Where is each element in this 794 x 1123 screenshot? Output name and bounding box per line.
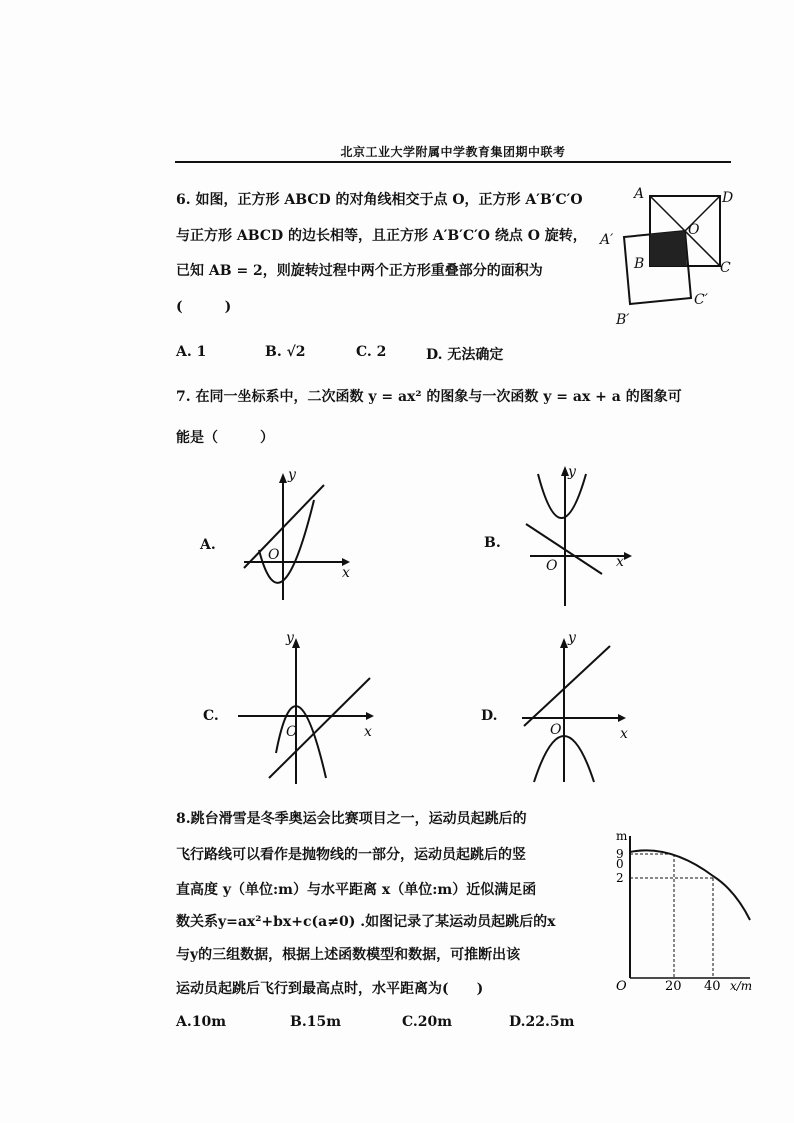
q8-line-2: 飞行路线可以看作是抛物线的一部分，运动员起跳后的竖 <box>176 847 526 863</box>
q7-option-d[interactable]: D. <box>481 708 498 724</box>
q7-line-1: 7. 在同一坐标系中，二次函数 y = ax² 的图象与一次函数 y = ax + a 的图象可 <box>176 389 682 405</box>
q8-option-b[interactable]: B.15m <box>290 1014 342 1030</box>
graph-c-y-label: y <box>286 630 294 646</box>
graph-d-origin: O <box>550 722 562 738</box>
graph-a-x-label: x <box>342 565 350 581</box>
label-o: O <box>688 222 700 238</box>
graph-d-y-label: y <box>568 630 576 646</box>
q7-graph-a <box>234 465 364 605</box>
q8-x-tick-20: 20 <box>665 979 682 994</box>
graph-b-origin: O <box>546 558 558 574</box>
q7-graph-b <box>516 462 646 610</box>
q6-line-3: 已知 AB = 2，则旋转过程中两个正方形重叠部分的面积为 <box>176 263 543 279</box>
q8-line-5: 与y的三组数据，根据上述函数模型和数据，可推断出该 <box>176 947 521 963</box>
label-c-prime: C′ <box>694 292 708 308</box>
q6-option-a[interactable]: A. 1 <box>176 344 207 360</box>
q8-x-tick-40: 40 <box>704 979 721 994</box>
q6-option-c[interactable]: C. 2 <box>356 344 387 360</box>
q8-option-d[interactable]: D.22.5m <box>509 1014 575 1030</box>
q8-line-3: 直高度 y（单位:m）与水平距离 x（单位:m）近似满足函 <box>176 882 537 898</box>
label-a: A <box>634 186 645 202</box>
q7-option-c[interactable]: C. <box>203 708 219 724</box>
q7-graph-c <box>234 628 384 788</box>
q8-y-tick-0: 0 <box>616 857 624 871</box>
graph-b-x-label: x <box>616 554 624 570</box>
label-a-prime: A′ <box>600 232 614 248</box>
q6-line-1: 6. 如图，正方形 ABCD 的对角线相交于点 O，正方形 A′B′C′O <box>176 192 583 208</box>
q7-graph-d <box>512 630 642 786</box>
q8-x-unit: x/m <box>730 979 753 993</box>
q8-origin: O <box>616 979 627 994</box>
q8-line-6: 运动员起跳后飞行到最高点时，水平距离为( ) <box>176 981 484 997</box>
graph-a-origin: O <box>268 547 280 563</box>
q8-line-1: 8.跳台滑雪是冬季奥运会比赛项目之一，运动员起跳后的 <box>176 811 527 827</box>
q6-option-b[interactable]: B. √2 <box>265 344 306 360</box>
label-d: D <box>722 190 734 206</box>
q8-y-tick-2: 2 <box>616 871 624 885</box>
q6-line-2: 与正方形 ABCD 的边长相等，且正方形 A′B′C′O 绕点 O 旋转， <box>176 228 587 244</box>
q8-line-4: 数关系y=ax²+bx+c(a≠0) .如图记录了某运动员起跳后的x <box>176 914 556 930</box>
q8-graph <box>610 828 760 998</box>
q8-y-unit: m <box>616 829 628 843</box>
exam-header: 北京工业大学附属中学教育集团期中联考 <box>175 143 731 163</box>
graph-a-y-label: y <box>288 467 296 483</box>
q6-figure <box>596 182 746 332</box>
graph-d-x-label: x <box>620 726 628 742</box>
graph-c-x-label: x <box>364 724 372 740</box>
graph-c-origin: O <box>286 724 298 740</box>
q6-option-d[interactable]: D. 无法确定 <box>426 347 504 363</box>
label-b: B <box>634 256 645 272</box>
graph-b-y-label: y <box>568 464 576 480</box>
q7-option-b[interactable]: B. <box>484 535 501 551</box>
q6-line-4: ( ) <box>176 299 232 315</box>
label-b-prime: B′ <box>616 312 630 328</box>
label-c: C <box>720 260 731 276</box>
q8-y-tick-9: 9 <box>616 847 624 861</box>
q7-option-a[interactable]: A. <box>200 537 216 553</box>
q7-line-2: 能是（ ） <box>176 430 274 446</box>
q8-option-c[interactable]: C.20m <box>402 1014 453 1030</box>
q8-option-a[interactable]: A.10m <box>176 1014 227 1030</box>
